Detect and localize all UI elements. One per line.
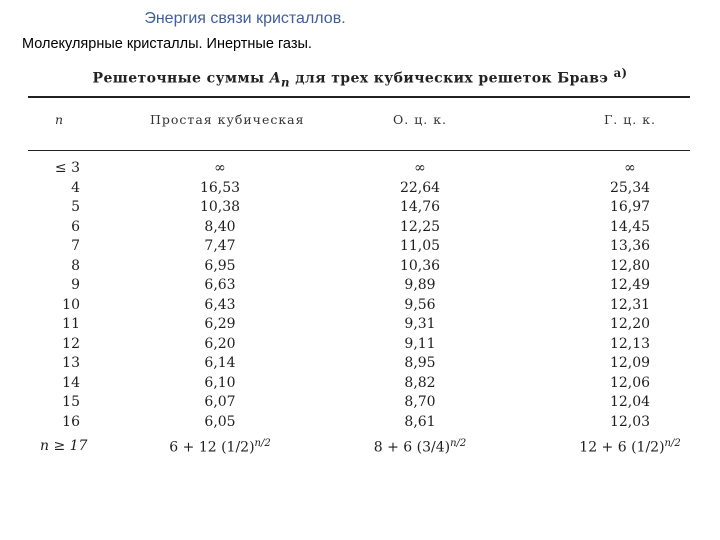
- table-row: [0, 316, 720, 336]
- cell-bcc: 12,25: [399, 218, 441, 235]
- header-fcc: Г. ц. к.: [604, 112, 656, 127]
- table-row: [0, 238, 720, 258]
- cell-simple-cubic: 6,20: [204, 335, 236, 352]
- table-row: [0, 394, 720, 414]
- formula-bcc: 8 + 6 $(3/4)^{n/2}$: [373, 438, 467, 456]
- table-row: [0, 414, 720, 434]
- cell-fcc: 12,31: [609, 296, 651, 313]
- cell-simple-cubic: 7,47: [204, 238, 236, 254]
- formula-fcc: 12 + 6 $(1/2)^{n/2}$: [579, 438, 681, 456]
- cell-bcc: ∞: [414, 160, 426, 176]
- table-row: [0, 277, 720, 297]
- formula-simple-cubic: 6 + 12 $(1/2)^{n/2}$: [169, 438, 271, 456]
- cell-n: 7: [71, 238, 80, 254]
- header-n: n: [55, 112, 65, 127]
- cell-simple-cubic: 6,43: [204, 296, 236, 313]
- cell-fcc: 12,04: [609, 394, 651, 410]
- cell-n: 15: [62, 394, 80, 410]
- table-row: [0, 180, 720, 200]
- caption-symbol: A: [269, 70, 282, 87]
- cell-fcc: ∞: [624, 160, 636, 176]
- cell-fcc: 12,13: [609, 335, 651, 352]
- cell-bcc: 9,89: [404, 277, 436, 293]
- cell-n: 9: [71, 277, 80, 293]
- cell-fcc: 25,34: [609, 179, 651, 196]
- table-row: [0, 375, 720, 395]
- cell-n: 11: [62, 316, 80, 332]
- cell-n: 12: [62, 335, 80, 352]
- table-row: [0, 297, 720, 317]
- formula-exponent: n/2: [254, 438, 271, 449]
- cell-bcc: 11,05: [399, 238, 441, 254]
- table-formula-row: [0, 438, 720, 460]
- cell-fcc: 12,20: [609, 316, 651, 332]
- cell-n: 14: [62, 374, 80, 391]
- cell-fcc: 14,45: [609, 218, 651, 235]
- cell-fcc: 12,03: [609, 413, 651, 430]
- formula-exponent: n/2: [450, 438, 467, 449]
- cell-simple-cubic: 6,07: [204, 394, 236, 410]
- cell-n: 13: [62, 355, 80, 371]
- cell-bcc: 10,36: [399, 257, 441, 274]
- table-row: [0, 336, 720, 356]
- cell-simple-cubic: 10,38: [199, 199, 241, 215]
- cell-bcc: 8,61: [404, 413, 436, 430]
- table-body: [0, 160, 720, 433]
- cell-fcc: 12,80: [609, 257, 651, 274]
- table-row: [0, 258, 720, 278]
- cell-bcc: 9,11: [404, 335, 436, 352]
- cell-simple-cubic: 8,40: [204, 218, 236, 235]
- formula-n: n ≥ 17: [40, 438, 88, 454]
- caption-prefix: Решеточные суммы: [92, 70, 265, 87]
- table-row: [0, 199, 720, 219]
- cell-fcc: 12,49: [609, 277, 651, 293]
- formula-exponent: n/2: [664, 438, 681, 449]
- table-top-rule: [28, 96, 690, 98]
- cell-simple-cubic: 16,53: [199, 179, 241, 196]
- cell-fcc: 12,09: [609, 355, 651, 371]
- cell-bcc: 8,82: [404, 374, 436, 391]
- header-bcc: О. ц. к.: [393, 112, 447, 127]
- cell-bcc: 9,31: [404, 316, 436, 332]
- cell-simple-cubic: 6,95: [204, 257, 236, 274]
- cell-n: 4: [71, 179, 80, 196]
- cell-fcc: 13,36: [609, 238, 651, 254]
- cell-n: 10: [62, 296, 80, 313]
- table-header-rule: [28, 150, 690, 151]
- caption-note: а): [613, 66, 628, 80]
- table-row: [0, 160, 720, 180]
- cell-n: 16: [62, 413, 80, 430]
- cell-n: ≤ 3: [54, 160, 80, 176]
- caption-symbol-sub: n: [281, 75, 290, 90]
- header-simple-cubic: Простая кубическая: [150, 112, 305, 127]
- cell-simple-cubic: 6,10: [204, 374, 236, 391]
- table-header-row: [0, 112, 720, 132]
- cell-n: 8: [71, 257, 80, 274]
- slide-title: Энергия связи кристаллов.: [144, 10, 346, 27]
- cell-simple-cubic: 6,29: [204, 316, 236, 332]
- cell-bcc: 9,56: [404, 296, 436, 313]
- cell-n: 5: [71, 199, 80, 215]
- cell-bcc: 8,95: [404, 355, 436, 371]
- cell-simple-cubic: 6,14: [204, 355, 236, 371]
- cell-bcc: 8,70: [404, 394, 436, 410]
- cell-fcc: 12,06: [609, 374, 651, 391]
- cell-simple-cubic: ∞: [214, 160, 226, 176]
- slide-subtitle: Молекулярные кристаллы. Инертные газы.: [22, 36, 312, 52]
- cell-simple-cubic: 6,63: [204, 277, 236, 293]
- cell-fcc: 16,97: [609, 199, 651, 215]
- table-row: [0, 355, 720, 375]
- table-caption: [0, 66, 720, 89]
- table-row: [0, 219, 720, 239]
- cell-n: 6: [71, 218, 80, 235]
- cell-simple-cubic: 6,05: [204, 413, 236, 430]
- caption-suffix: для трех кубических решеток Бравэ: [295, 70, 609, 87]
- cell-bcc: 14,76: [399, 199, 441, 215]
- cell-bcc: 22,64: [399, 179, 441, 196]
